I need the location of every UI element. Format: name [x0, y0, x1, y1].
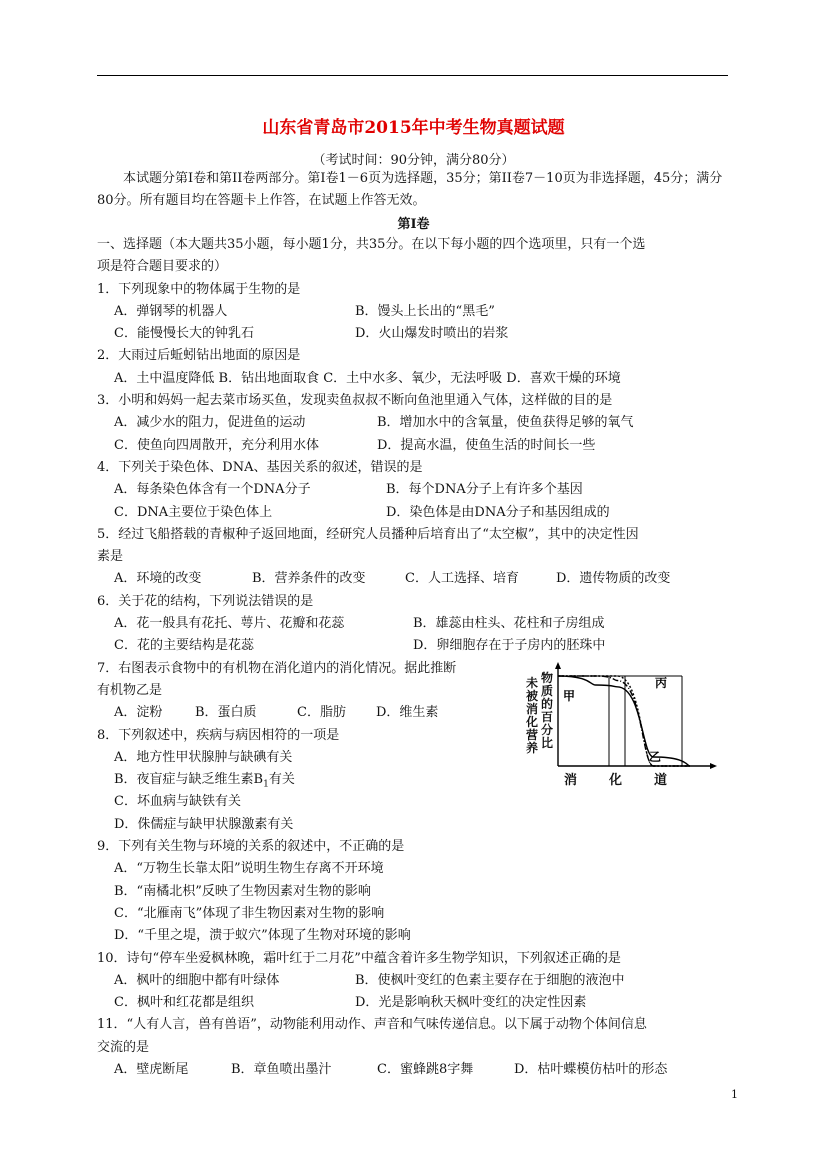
q10-stem: 10．诗句“停车坐爱枫林晚，霜叶红于二月花”中蕴含着许多生物学知识，下列叙述正确的是: [97, 950, 621, 966]
q5-option-c[interactable]: C．人工选择、培育: [405, 571, 519, 587]
ylabel2-char-4: 百: [541, 710, 554, 724]
q11-stem: 11．“人有人言，兽有兽语”，动物能利用动作、声音和气味传递信息。以下属于动物个体间信息: [97, 1017, 647, 1033]
section-title: 第Ⅰ卷: [397, 217, 430, 232]
q3-option-d[interactable]: D．提高水温，使鱼生活的时间长一些: [377, 437, 596, 453]
xlabel-char-2: 化: [609, 773, 623, 788]
q7-option-c[interactable]: C．脂肪: [297, 705, 346, 721]
q10-option-d[interactable]: D．光是影响秋天枫叶变红的决定性因素: [355, 995, 587, 1011]
q1-options-row2: [97, 323, 732, 345]
q5-option-d[interactable]: D．遗传物质的改变: [556, 571, 671, 587]
q1-option-c[interactable]: C．能慢慢长大的钟乳石: [114, 326, 254, 342]
header-rule: [97, 75, 728, 76]
ylabel2-char-6: 比: [541, 736, 554, 750]
q11-option-b[interactable]: B．章鱼喷出墨汁: [231, 1061, 332, 1077]
q2-options[interactable]: A．土中温度降低 B．钻出地面取食 C．土中水多、氧少，无法呼吸 D．喜欢干燥的环境: [114, 370, 621, 386]
q7-stem-cont: 有机物乙是: [97, 682, 163, 698]
q6-option-c[interactable]: C．花的主要结构是花蕊: [114, 638, 254, 654]
q7-option-a[interactable]: A．淀粉: [114, 705, 163, 721]
q6-stem: 6．关于花的结构，下列说法错误的是: [97, 593, 314, 609]
curve-1: [558, 676, 690, 766]
q9-stem: 9．下列有关生物与环境的关系的叙述中，不正确的是: [97, 839, 405, 855]
q1-options-row1: [97, 301, 732, 323]
chart-ylabel: [525, 670, 553, 755]
q8-option-a[interactable]: A．地方性甲状腺肿与缺碘有关: [114, 749, 293, 765]
instructions: 一、选择题（本大题共35小题，每小题1分，共35分。在以下每小题的四个选项里，只有一个选: [97, 237, 646, 252]
q9-option-b[interactable]: B．“南橘北枳”反映了生物因素对生物的影响: [114, 883, 371, 899]
q6-option-b[interactable]: B．雄蕊由柱头、花柱和子房组成: [413, 616, 605, 632]
ylabel2-char-1: 物: [541, 671, 554, 685]
xlabel-char-1: 消: [564, 773, 578, 788]
chart-curves: [558, 676, 690, 766]
q5-stem-cont: 素是: [97, 549, 124, 565]
q4-option-a[interactable]: A．每条染色体含有一个DNA分子: [114, 482, 311, 498]
q9-option-d[interactable]: D．“千里之堤，溃于蚁穴”体现了生物对环境的影响: [114, 928, 411, 944]
q11-option-c[interactable]: C．蜜蜂跳8字舞: [377, 1061, 474, 1077]
q10-options-row2: [97, 992, 732, 1014]
q11-stem-cont: 交流的是: [97, 1039, 150, 1055]
page-number: 1: [731, 1088, 738, 1101]
q6-options-row1: [97, 613, 732, 635]
q5-option-a[interactable]: A．环境的改变: [114, 571, 202, 587]
q10-option-c[interactable]: C．枫叶和红花都是组织: [114, 995, 254, 1011]
curve-label-yi: 乙: [649, 750, 662, 764]
x-axis-arrow: [710, 763, 717, 769]
q4-option-c[interactable]: C．DNA主要位于染色体上: [114, 504, 273, 520]
q3-option-b[interactable]: B．增加水中的含氧量，使鱼获得足够的氧气: [377, 415, 634, 431]
ylabel-char-4: 化: [526, 715, 539, 729]
q11-option-a[interactable]: A．壁虎断尾: [114, 1061, 189, 1077]
q4-option-d[interactable]: D．染色体是由DNA分子和基因组成的: [386, 504, 610, 520]
exam-time-info: （考试时间：90分钟，满分80分）: [312, 153, 515, 168]
q5-stem: 5．经过飞船搭载的青椒种子返回地面，经研究人员播种后培育出了“太空椒”，其中的决定性因: [97, 526, 639, 542]
page-title: 山东省青岛市2015年中考生物真题试题: [262, 118, 565, 138]
q5-options: [97, 568, 732, 590]
ylabel-char-1: 未: [526, 676, 539, 690]
q1-option-d[interactable]: D．火山爆发时喷出的岩浆: [355, 326, 509, 342]
digestion-chart: [520, 660, 720, 790]
q9-option-c[interactable]: C．“北雁南飞”体现了非生物因素对生物的影响: [114, 905, 385, 921]
q8-option-b-text: B．夜盲症与缺乏维生素B: [114, 772, 264, 788]
exam-intro: 本试题分第Ⅰ卷和第II卷两部分。第Ⅰ卷1－6页为选择题，35分；第II卷7－10页为非选择题，45分；满分80分。所有题目均在答题卡上作答，在试题上作答无效。: [97, 171, 723, 208]
ylabel2-char-5: 分: [541, 723, 554, 737]
ylabel-char-3: 消: [526, 702, 539, 716]
q11-options: [97, 1059, 732, 1081]
q5-option-b[interactable]: B．营养条件的改变: [252, 571, 366, 587]
ylabel-char-2: 被: [526, 689, 539, 703]
question-list: [97, 234, 732, 1081]
q11-option-d[interactable]: D．枯叶蝶模仿枯叶的形态: [514, 1061, 668, 1077]
q7-option-b[interactable]: B．蛋白质: [195, 705, 257, 721]
q10-option-a[interactable]: A．枫叶的细胞中都有叶绿体: [114, 972, 280, 988]
q8-option-c[interactable]: C．坏血病与缺铁有关: [114, 794, 241, 810]
q4-options-row1: [97, 479, 732, 501]
q8-option-d[interactable]: D．侏儒症与缺甲状腺激素有关: [114, 816, 294, 832]
q2-stem: 2．大雨过后蚯蚓钻出地面的原因是: [97, 348, 301, 364]
q9-option-a[interactable]: A．“万物生长靠太阳”说明生物生存离不开环境: [114, 861, 384, 877]
q6-option-a[interactable]: A．花一般具有花托、萼片、花瓣和花蕊: [114, 616, 345, 632]
q10-options-row1: [97, 970, 732, 992]
ylabel2-char-2: 质: [541, 684, 554, 698]
q8-option-b-subscript: 1: [263, 779, 269, 790]
q4-options-row2: [97, 502, 732, 524]
xlabel-char-3: 道: [654, 773, 668, 788]
q3-options-row2: [97, 435, 732, 457]
q1-stem: 1．下列现象中的物体属于生物的是: [97, 281, 301, 297]
q10-option-b[interactable]: B．使枫叶变红的色素主要存在于细胞的液泡中: [355, 972, 625, 988]
q1-option-a[interactable]: A．弹钢琴的机器人: [114, 303, 228, 319]
curve-label-jia: 甲: [563, 689, 576, 703]
q6-option-d[interactable]: D．卵细胞存在于子房内的胚珠中: [413, 638, 606, 654]
ylabel-char-6: 养: [526, 741, 539, 755]
q1-option-b[interactable]: B．馒头上长出的“黑毛”: [355, 303, 495, 319]
q7-stem: 7．右图表示食物中的有机物在消化道内的消化情况。据此推断: [97, 660, 457, 676]
q8-option-b-text-end: 有关: [268, 772, 295, 788]
q4-option-b[interactable]: B．每个DNA分子上有许多个基因: [386, 482, 583, 498]
q4-stem: 4．下列关于染色体、DNA、基因关系的叙述，错误的是: [97, 459, 423, 475]
q8-stem: 8．下列叙述中，疾病与病因相符的一项是: [97, 727, 340, 743]
ylabel-char-5: 营: [526, 728, 539, 742]
instructions-cont: 项是符合题目要求的）: [97, 259, 228, 275]
q7-option-d[interactable]: D．维生素: [376, 705, 439, 721]
curve-label-bing: 丙: [655, 676, 668, 690]
q3-option-a[interactable]: A．减少水的阻力，促进鱼的运动: [114, 415, 306, 431]
q3-option-c[interactable]: C．使鱼向四周散开，充分利用水体: [114, 437, 319, 453]
q3-options-row1: [97, 412, 732, 434]
y-axis-arrow: [555, 662, 561, 669]
ylabel2-char-3: 的: [541, 697, 554, 711]
q6-options-row2: [97, 635, 732, 657]
q3-stem: 3．小明和妈妈一起去菜市场买鱼，发现卖鱼叔叔不断向鱼池里通入气体，这样做的目的是: [97, 393, 613, 409]
